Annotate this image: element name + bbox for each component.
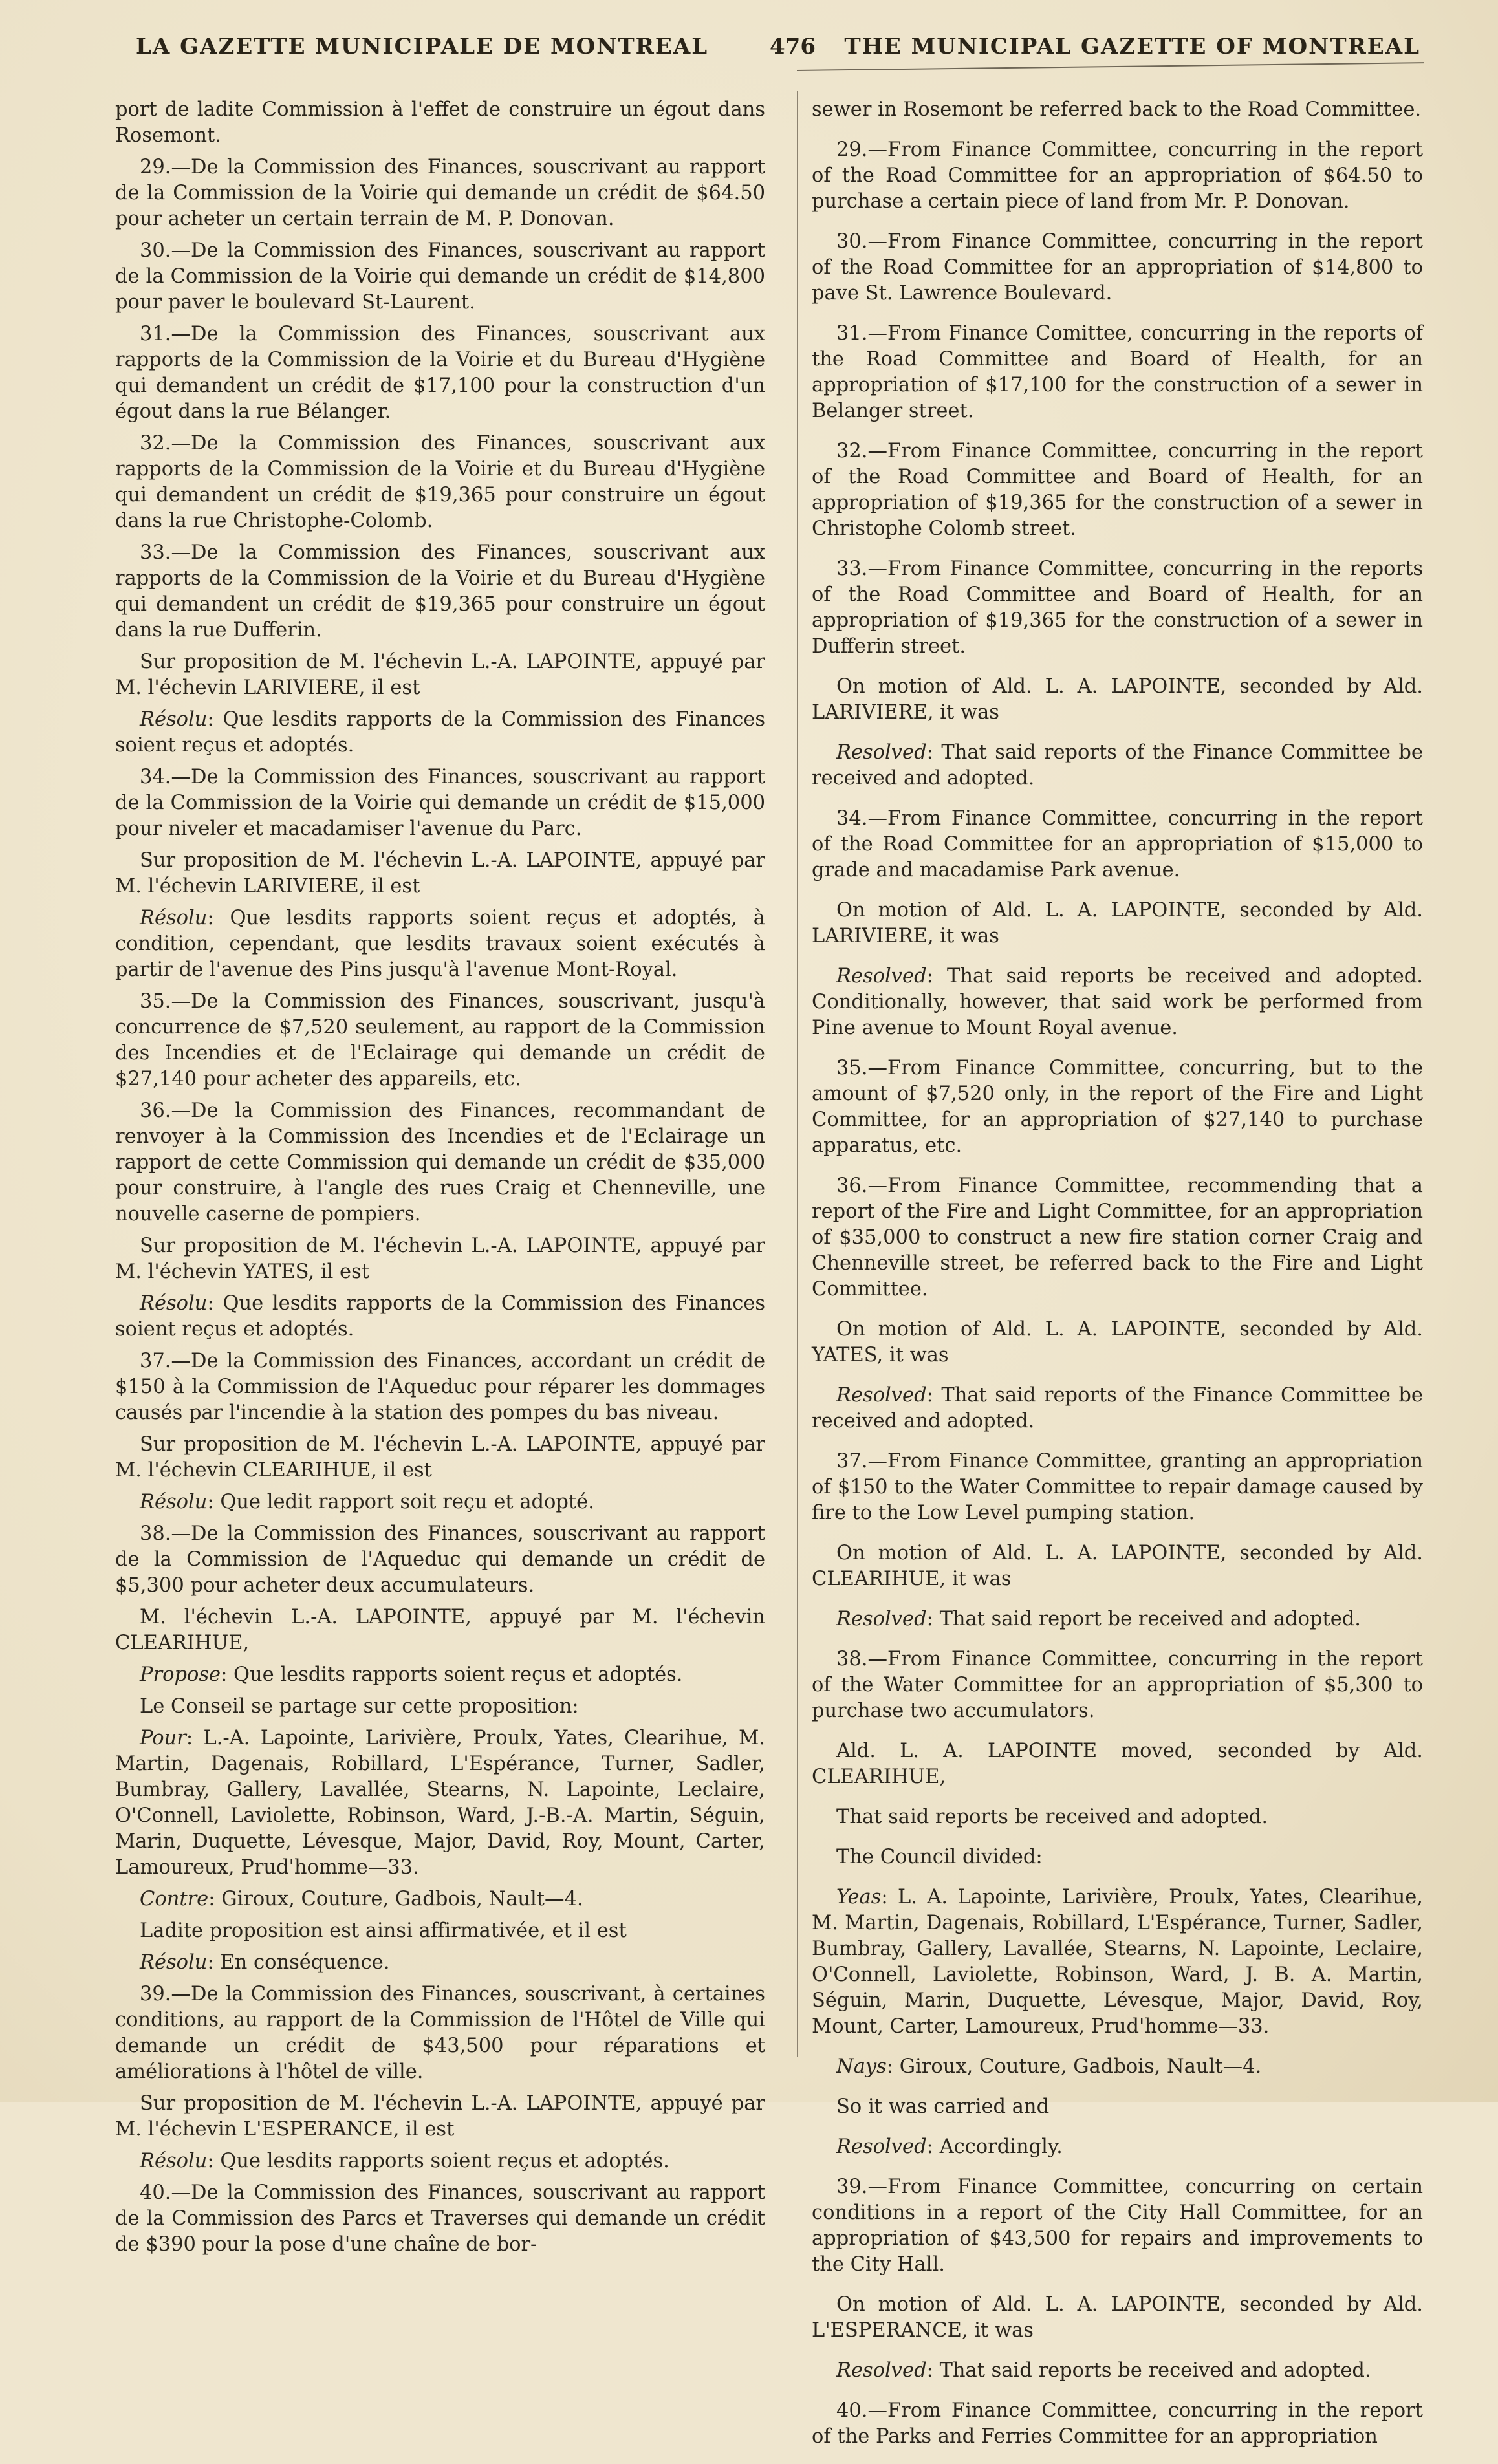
french-paragraph [115,1725,765,1881]
french-paragraph-text: Le Conseil se partage sur cette proposition: [140,1695,579,1718]
french-paragraph-label: Résolu [140,1951,208,1974]
english-paragraph [812,438,1423,542]
french-paragraph-label: Contre [140,1888,209,1910]
french-paragraph-text: : Que lesdits rapports de la Commission des Finances soient reçus et adoptés. [115,1292,765,1341]
french-paragraph [115,1432,765,1484]
english-paragraph-label: Resolved [836,965,927,988]
english-paragraph [812,806,1423,883]
english-paragraph [812,1173,1423,1302]
english-paragraph-text: 35.—From Finance Committee, concurring, but to the amount of $7,520 only, in the report of the Fire and Light Committee, for an appropriation of $27,140 to purchase apparatus, etc. [812,1057,1423,1157]
english-paragraph-text: 33.—From Finance Committee, concurring in the reports of the Road Committee and Board of Health, for an appropriation of $19,365 for the construction of a sewer in Dufferin street. [812,557,1423,658]
english-paragraph-text: sewer in Rosemont be referred back to the Road Committee. [812,98,1422,121]
english-paragraph-text: 31.—From Finance Comittee, concurring in the reports of the Road Committee and Board of Health, for an appropriation of $17,100 for the construction of a sewer in Belanger street. [812,322,1423,422]
english-paragraph-label: Resolved [836,2359,927,2382]
page-header [136,34,1420,72]
french-paragraph [115,1886,765,1912]
english-paragraph [812,97,1423,123]
french-paragraph-text: 34.—De la Commission des Finances, souscrivant au rapport de la Commission de la Voirie qui demande un crédit de $15,000 pour niveler et macadamiser l'avenue du Parc. [115,766,765,840]
english-paragraph [812,1647,1423,1724]
english-paragraph [812,2398,1423,2450]
french-paragraph [115,2091,765,2143]
english-paragraph-text: 30.—From Finance Committee, concurring in the report of the Road Committee for an appropriation of $14,800 to pave St. Lawrence Boulevard. [812,230,1423,305]
french-paragraph [115,2180,765,2258]
french-paragraph-text: 37.—De la Commission des Finances, accordant un crédit de $150 à la Commission de l'Aqueduc pour réparer les dommages causés par l'incendie à la station des pompes du bas niveau. [115,1350,765,1424]
english-paragraph [812,1449,1423,1526]
english-paragraph-text: : That said reports of the Finance Committee be received and adopted. [812,741,1423,790]
french-paragraph [115,540,765,643]
english-paragraph-text: On motion of Ald. L. A. LAPOINTE, seconded by Ald. YATES, it was [812,1318,1423,1367]
french-paragraph-label: Propose [140,1663,221,1686]
french-paragraph [115,764,765,842]
english-paragraph [812,137,1423,215]
french-paragraph [115,1098,765,1227]
french-paragraph-text: : Que lesdits rapports soient reçus et adoptés. [207,2150,669,2172]
french-paragraph [115,2148,765,2174]
english-paragraph [812,321,1423,424]
french-paragraph [115,1918,765,1944]
french-paragraph-text: : Que lesdits rapports soient reçus et adoptés. [221,1663,683,1686]
french-paragraph [115,1662,765,1688]
english-paragraph-text: 39.—From Finance Committee, concurring on certain conditions in a report of the City Hall Committee, for an appropriation of $43,500 for repairs and improvements to the City Hall. [812,2176,1423,2276]
english-paragraph [812,1885,1423,2040]
english-paragraph [812,1317,1423,1368]
french-paragraph-label: Résolu [140,2150,208,2172]
english-paragraph [812,1055,1423,1159]
header-title-english: THE MUNICIPAL GAZETTE OF MONTREAL [844,34,1420,59]
english-paragraph-text: : That said report be received and adopted. [926,1608,1361,1630]
english-paragraph-text: That said reports be received and adopted. [836,1806,1268,1828]
french-paragraph [115,431,765,534]
english-paragraph-text: : L. A. Lapointe, Larivière, Proulx, Yates, Clearihue, M. Martin, Dagenais, Robillard, L'Espérance, Turner, Sadler, Bumbray, Gallery, Lavallée, Stearns, N. Lapointe, Leclaire, O'Connell, Laviolette, Robinson, Ward, J. B. A. Martin, Séguin, Marin, Duquette, Lévesque, Major, David, Roy, Mount, Carter, Lamoureux, Prud'homme—33. [812,1886,1423,2038]
english-paragraph [812,2358,1423,2384]
english-paragraph-text: 36.—From Finance Committee, recommending that a report of the Fire and Light Committee, for an appropriation of $35,000 to construct a new fire station corner Craig and Chenneville street, be referred back to the Fire and Light Committee. [812,1174,1423,1301]
english-paragraph-text: Ald. L. A. LAPOINTE moved, seconded by Ald. CLEARIHUE, [812,1740,1423,1788]
french-paragraph-text: Sur proposition de M. l'échevin L.-A. LAPOINTE, appuyé par M. l'échevin CLEARIHUE, il est [115,1433,765,1482]
english-paragraph-label: Yeas [836,1886,882,1908]
english-paragraph [812,1383,1423,1434]
french-paragraph-text: Sur proposition de M. l'échevin L.-A. LAPOINTE, appuyé par M. l'échevin YATES, il est [115,1235,765,1283]
english-paragraph-text: 29.—From Finance Committee, concurring in the report of the Road Committee for an appropriation of $64.50 to purchase a certain piece of land from Mr. P. Donovan. [812,138,1423,213]
english-paragraph [812,556,1423,660]
french-paragraph-label: Résolu [140,1491,208,1513]
english-paragraph [812,674,1423,726]
english-paragraph [812,2134,1423,2160]
french-paragraph [115,155,765,232]
english-paragraph [812,740,1423,792]
french-paragraph-text: : Que ledit rapport soit reçu et adopté. [207,1491,594,1513]
english-paragraph [812,1738,1423,1790]
french-paragraph [115,1950,765,1976]
french-paragraph [115,1982,765,2085]
english-paragraph [812,2094,1423,2120]
english-paragraph-text: : Accordingly. [926,2135,1063,2158]
english-paragraph-text: So it was carried and [836,2095,1050,2118]
french-paragraph-label: Pour [140,1727,186,1749]
french-paragraph [115,1605,765,1656]
french-paragraph [115,97,765,149]
french-paragraph [115,707,765,759]
english-paragraph-label: Resolved [836,741,927,764]
french-paragraph [115,1348,765,1426]
english-paragraph-text: : That said reports of the Finance Committee be received and adopted. [812,1384,1423,1432]
french-paragraph-text: : En conséquence. [207,1951,390,1974]
english-paragraph-text: On motion of Ald. L. A. LAPOINTE, seconded by Ald. CLEARIHUE, it was [812,1542,1423,1590]
french-paragraph-text: 32.—De la Commission des Finances, souscrivant aux rapports de la Commission de la Voirie et du Bureau d'Hygiène qui demandent un crédit de $19,365 pour construire un égout dans la rue Christophe-Colomb. [115,432,765,532]
english-paragraph [812,1844,1423,1870]
english-paragraph [812,898,1423,949]
french-paragraph [115,238,765,316]
english-paragraph-text: : That said reports be received and adopted. [926,2359,1371,2382]
english-paragraph-text: 34.—From Finance Committee, concurring in the report of the Road Committee for an appropriation of $15,000 to grade and macadamise Park avenue. [812,807,1423,881]
french-paragraph-text: : Giroux, Couture, Gadbois, Nault—4. [208,1888,583,1910]
english-paragraph-text: 38.—From Finance Committee, concurring in the report of the Water Committee for an appropriation of $5,300 to purchase two accumulators. [812,1648,1423,1722]
english-paragraph-text: On motion of Ald. L. A. LAPOINTE, seconded by Ald. LARIVIERE, it was [812,899,1423,947]
french-paragraph [115,905,765,983]
french-paragraph-text: M. l'échevin L.-A. LAPOINTE, appuyé par M. l'échevin CLEARIHUE, [115,1606,765,1654]
english-paragraph [812,964,1423,1041]
english-paragraph-label: Resolved [836,2135,927,2158]
english-column [812,97,1423,2464]
english-paragraph [812,2292,1423,2344]
english-paragraph-text: On motion of Ald. L. A. LAPOINTE, seconded by Ald. LARIVIERE, it was [812,675,1423,724]
french-paragraph-text: 31.—De la Commission des Finances, souscrivant aux rapports de la Commission de la Voirie et du Bureau d'Hygiène qui demandent un crédit de $17,100 pour la construction d'un égout dans la rue Bélanger. [115,323,765,423]
french-paragraph-text: 38.—De la Commission des Finances, souscrivant au rapport de la Commission de l'Aqueduc qui demande un crédit de $5,300 pour acheter deux accumulateurs. [115,1522,765,1597]
french-paragraph-label: Résolu [140,1292,208,1315]
french-paragraph-text: 30.—De la Commission des Finances, souscrivant au rapport de la Commission de la Voirie qui demande un crédit de $14,800 pour paver le boulevard St-Laurent. [115,239,765,314]
french-paragraph [115,1291,765,1343]
page-number: 476 [770,34,816,59]
french-paragraph-text: 39.—De la Commission des Finances, souscrivant, à certaines conditions, au rapport de la Commission de l'Hôtel de Ville qui demande un crédit de $43,500 pour réparations et améliorations à l'hôtel de ville. [115,1983,765,2083]
french-paragraph-text: Sur proposition de M. l'échevin L.-A. LAPOINTE, appuyé par M. l'échevin L'ESPERANCE, il est [115,2092,765,2141]
header-title-french: LA GAZETTE MUNICIPALE DE MONTREAL [136,34,709,59]
french-paragraph [115,848,765,900]
french-paragraph [115,989,765,1092]
english-paragraph-text: On motion of Ald. L. A. LAPOINTE, seconded by Ald. L'ESPERANCE, it was [812,2293,1423,2342]
french-paragraph-text: Ladite proposition est ainsi affirmativée, et il est [140,1919,627,1942]
column-divider [797,91,798,2057]
french-paragraph [115,1521,765,1599]
french-paragraph-text: : Que lesdits rapports soient reçus et adoptés, à condition, cependant, que lesdits travaux soient exécutés à partir de l'avenue des Pins jusqu'à l'avenue Mont-Royal. [115,907,765,981]
english-paragraph-text: : Giroux, Couture, Gadbois, Nault—4. [886,2055,1262,2078]
english-paragraph-label: Nays [836,2055,887,2078]
french-paragraph-text: Sur proposition de M. l'échevin L.-A. LAPOINTE, appuyé par M. l'échevin LARIVIERE, il est [115,651,765,699]
english-paragraph [812,1606,1423,1632]
french-paragraph-text: 36.—De la Commission des Finances, recommandant de renvoyer à la Commission des Incendies et de l'Eclairage un rapport de cette Commission qui demande un crédit de $35,000 pour construire, à l'angle des rues Craig et Chenneville, une nouvelle caserne de pompiers. [115,1099,765,1226]
english-paragraph [812,1804,1423,1830]
french-paragraph [115,649,765,701]
french-paragraph-text: Sur proposition de M. l'échevin L.-A. LAPOINTE, appuyé par M. l'échevin LARIVIERE, il est [115,849,765,898]
french-column [115,97,765,2264]
french-paragraph-text: port de ladite Commission à l'effet de construire un égout dans Rosemont. [115,98,765,147]
english-paragraph [812,2054,1423,2080]
french-paragraph [115,1233,765,1285]
english-paragraph-label: Resolved [836,1384,927,1407]
english-paragraph-text: : That said reports be received and adopted. Conditionally, however, that said work be performed from Pine avenue to Mount Royal avenue. [812,965,1423,1039]
french-paragraph-text: 35.—De la Commission des Finances, souscrivant, jusqu'à concurrence de $7,520 seulement, au rapport de la Commission des Incendies et de l'Eclairage qui demande un crédit de $27,140 pour acheter des appareils, etc. [115,990,765,1090]
english-paragraph [812,229,1423,307]
french-paragraph [115,1694,765,1720]
english-paragraph [812,2174,1423,2278]
english-paragraph-text: 40.—From Finance Committee, concurring in the report of the Parks and Ferries Committee for an appropriation [812,2399,1423,2448]
french-paragraph-label: Résolu [140,708,208,731]
french-paragraph-text: 40.—De la Commission des Finances, souscrivant au rapport de la Commission des Parcs et Traverses qui demande un crédit de $390 pour la pose d'une chaîne de bor- [115,2181,765,2256]
english-paragraph-text: 37.—From Finance Committee, granting an appropriation of $150 to the Water Committee to repair damage caused by fire to the Low Level pumping station. [812,1450,1423,1524]
french-paragraph [115,321,765,425]
french-paragraph-text: 29.—De la Commission des Finances, souscrivant au rapport de la Commission de la Voirie qui demande un crédit de $64.50 pour acheter un certain terrain de M. P. Donovan. [115,156,765,230]
english-paragraph [812,1540,1423,1592]
french-paragraph-text: : Que lesdits rapports de la Commission des Finances soient reçus et adoptés. [115,708,765,757]
french-paragraph-text: 33.—De la Commission des Finances, souscrivant aux rapports de la Commission de la Voirie et du Bureau d'Hygiène qui demandent un crédit de $19,365 pour construire un égout dans la rue Dufferin. [115,541,765,642]
french-paragraph [115,1489,765,1515]
french-paragraph-text: : L.-A. Lapointe, Larivière, Proulx, Yates, Clearihue, M. Martin, Dagenais, Robillard, L'Espérance, Turner, Sadler, Bumbray, Gallery, Lavallée, Stearns, N. Lapointe, Leclaire, O'Connell, Laviolette, Robinson, Ward, J.-B.-A. Martin, Séguin, Marin, Duquette, Lévesque, Major, David, Roy, Mount, Carter, Lamoureux, Prud'homme—33. [115,1727,765,1879]
english-paragraph-text: The Council divided: [836,1846,1043,1868]
english-paragraph-text: 32.—From Finance Committee, concurring in the report of the Road Committee and Board of Health, for an appropriation of $19,365 for the construction of a sewer in Christophe Colomb street. [812,440,1423,540]
french-paragraph-label: Résolu [140,907,208,929]
english-paragraph-label: Resolved [836,1608,927,1630]
